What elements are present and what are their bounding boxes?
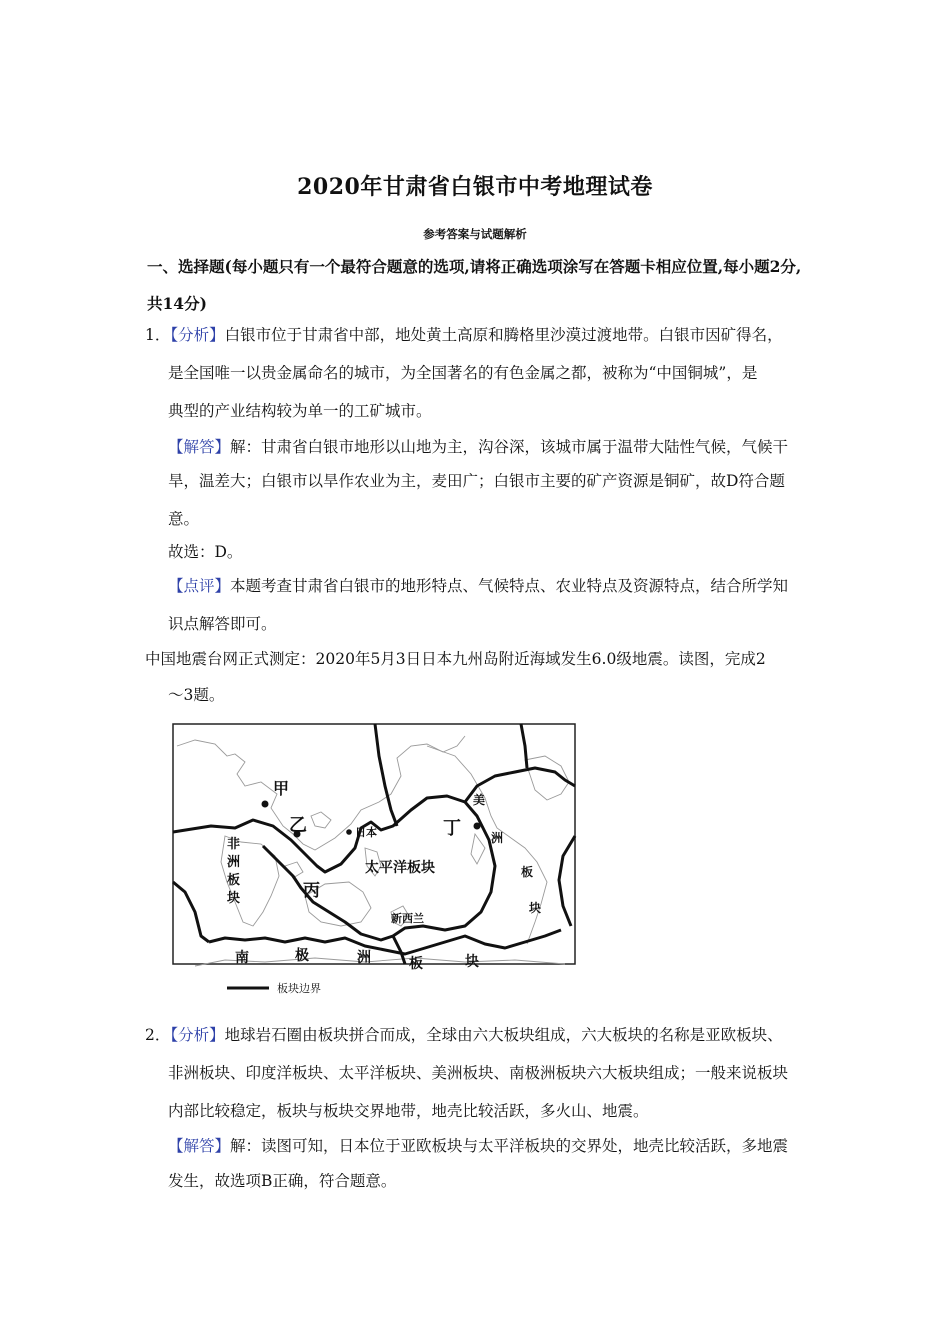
q1-answer-line-2: 旱，温差大；白银市以旱作农业为主，麦田广；白银市主要的矿产资源是铜矿，故D符合题 [168,472,785,490]
q1-choice: 故选：D。 [168,543,243,561]
point-jia [262,801,269,808]
q1-number: 1． [145,326,171,344]
label-america-3: 板 [521,865,534,879]
q2-analysis-line [145,1017,813,1054]
intro-line-1: 中国地震台网正式测定：2020年5月3日日本九州岛附近海域发生6.0级地震。读图，完成2 [145,650,766,668]
q2-analysis-tag: 【分析】 [170,1026,225,1044]
label-yi: 乙 [289,815,307,836]
page-subtitle: 参考答案与试题解析 [423,227,527,241]
intro-line-2: ～3题。 [168,686,225,704]
q1-comment-tag: 【点评】 [168,577,231,595]
label-africa-4: 块 [227,891,241,906]
label-new-zealand: 新西兰 [391,912,424,925]
q2-answer-line-2: 发生，故选项B正确，符合题意。 [168,1172,397,1190]
label-antarctic-2: 极 [295,948,309,964]
label-antarctic-5: 块 [465,954,479,970]
label-africa-1: 非 [227,837,241,852]
point-japan [346,829,352,835]
q2-answer-line [168,1128,813,1165]
label-japan: 日本 [355,826,377,839]
q1-comment-line [168,568,813,605]
legend-label: 板块边界 [277,982,321,995]
q2-analysis-text: 地球岩石圈由板块拼合而成，全球由六大板块组成，六大板块的名称是亚欧板块、 [224,1026,783,1044]
label-america-2: 洲 [491,831,504,845]
label-jia: 甲 [273,779,290,798]
q2-answer-tag: 【解答】 [168,1137,231,1155]
label-ding: 丁 [443,818,461,839]
q1-comment-line-2: 识点解答即可。 [168,615,277,633]
q1-analysis-line-2: 是全国唯一以贵金属命名的城市，为全国著名的有色金属之都，被称为“中国铜城”，是 [168,364,758,382]
q2-number: 2． [145,1026,171,1044]
q1-answer-tag: 【解答】 [168,438,231,456]
q1-analysis-tag: 【分析】 [170,326,225,344]
q2-analysis-line-3: 内部比较稳定，板块与板块交界地带，地壳比较活跃，多火山、地震。 [168,1102,649,1120]
page-title: 2020年甘肃省白银市中考地理试卷 [297,174,653,200]
point-ding [474,823,481,830]
q1-comment-text: 本题考查甘肃省白银市的地形特点、气候特点、农业特点及资源特点，结合所学知 [230,577,789,595]
q1-analysis-line-3: 典型的产业结构较为单一的工矿城市。 [168,402,432,420]
label-pacific-plate: 太平洋板块 [365,860,435,876]
label-africa-3: 板 [227,873,241,888]
label-america-1: 美 [473,793,486,807]
q2-analysis-line-2: 非洲板块、印度洋板块、太平洋板块、美洲板块、南极洲板块六大板块组成；一般来说板块 [168,1064,789,1082]
q1-analysis-line [145,317,813,354]
label-antarctic-4: 板 [409,956,423,972]
label-africa-2: 洲 [227,855,241,870]
label-antarctic-3: 洲 [357,950,371,966]
q2-answer-text: 解：读图可知，日本位于亚欧板块与太平洋板块的交界处，地壳比较活跃，多地震 [230,1137,789,1155]
plate-boundary-map [165,716,583,1001]
label-america-4: 块 [529,901,542,915]
q1-answer-line-3: 意。 [168,510,200,528]
q1-answer-text: 解：甘肃省白银市地形以山地为主，沟谷深，该城市属于温带大陆性气候，气候干 [230,438,789,456]
label-antarctic-1: 南 [235,950,249,966]
q1-analysis-text: 白银市位于甘肃省中部，地处黄土高原和腾格里沙漠过渡地带。白银市因矿得名， [224,326,783,344]
q1-answer-line [168,429,813,466]
section-heading: 一、选择题(每小题只有一个最符合题意的选项,请将正确选项涂写在答题卡相应位置,每小题2分,共14分) [147,257,802,313]
label-bing: 丙 [303,881,320,901]
